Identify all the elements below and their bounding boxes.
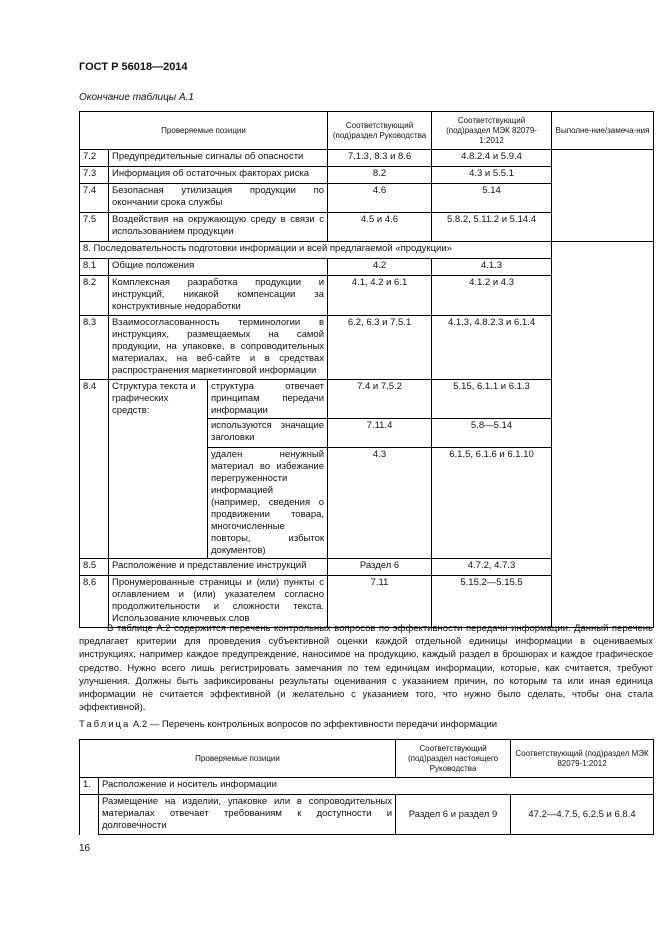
header-positions: Проверяемые позиции xyxy=(80,740,396,778)
row-guide: 7.1.3, 8.3 и 8.6 xyxy=(328,150,432,167)
row-guide: Раздел 6 xyxy=(328,559,432,576)
row-num: 7.2 xyxy=(80,150,109,167)
row-text: Взаимосогласованность терминологии в инструкциях, размещаемых на самой продукции, на упаковке, в сопроводительных материалах, на веб-сайте и в средствах распространения маркетинговой информации xyxy=(109,316,328,380)
row-text: Расположение и представление инструкций xyxy=(109,559,328,576)
row-num: 8.2 xyxy=(80,276,109,316)
row-iec: 5.14 xyxy=(432,184,552,213)
sub-text: используются значащие заголовки xyxy=(208,419,328,448)
row-iec: 5.15.2—5.15.5 xyxy=(432,576,552,628)
row-guide: 6.2, 6.3 и 7.5.1 xyxy=(328,316,432,380)
row-guide: 4.6 xyxy=(328,184,432,213)
row-num: 7.3 xyxy=(80,167,109,184)
paragraph-text: В таблице А.2 содержится перечень контрольных вопросов по эффективности передачи информации. Данный перечень предлагает критерии для проведения субъективной оценки каждой отдельной единицы информации в оцениваемых инструкциях, например каждое предупреждение, наносимое на продукцию, каждый раздел в брошюрах и каждое графическое средство. Нужно всего лишь регистрировать замечания по тем единицам информации, которые, как считается, требуют улучшения. Должны быть зафиксированы результаты оценивания с указанием причин, по которым та или иная единица информации не считается эффективной (и желательно с указанием того, что нужно было сделать, чтобы она стала эффективной). xyxy=(79,623,653,714)
row-guide: 4.1, 4.2 и 6.1 xyxy=(328,276,432,316)
row-iec: 5.15, 6.1.1 и 6.1.3 xyxy=(432,380,552,419)
row-text: Пронумерованные страницы и (или) пункты с оглавлением и (или) указателем согласно продолжительности и сложности текста. Использование ключевых слов xyxy=(109,576,328,628)
row-guide: 4.5 и 4.6 xyxy=(328,213,432,242)
header-guide: Соответствующий (под)раздел Руководства xyxy=(328,112,432,150)
standard-id: ГОСТ Р 56018—2014 xyxy=(79,61,188,73)
header-guide: Соответствующий (под)раздел настоящего Руководства xyxy=(396,740,511,778)
row-text: Безопасная утилизация продукции по окончании срока службы xyxy=(109,184,328,213)
row-iec: 5.8—5.14 xyxy=(432,419,552,448)
sub-text: структура отвечает принципам передачи информации xyxy=(208,380,328,419)
table-continuation-caption: Окончание таблицы А.1 xyxy=(79,92,194,103)
caption-rest: А.2 — Перечень контрольных вопросов по эффективности передачи информации xyxy=(130,719,498,730)
page-number: 16 xyxy=(79,843,91,854)
row-guide: 7.11.4 xyxy=(328,419,432,448)
row-guide: 8.2 xyxy=(328,167,432,184)
row-text: Воздействия на окружающую среду в связи с использованием продукции xyxy=(109,213,328,242)
row-num: 8.3 xyxy=(80,316,109,380)
done-cell xyxy=(552,242,654,628)
row-num: 8.1 xyxy=(80,259,109,276)
row-iec: 4.1.3 xyxy=(432,259,552,276)
row-text: Комплексная разработка продукции и инструкций, никакой компенсации за конструктивные недоработки xyxy=(109,276,328,316)
row-text: Размещение на изделии, упаковке или в сопроводительных материалах отвечает требованиям к доступности и долговечности xyxy=(99,795,396,835)
row-guide: 7.4 и 7.5.2 xyxy=(328,380,432,419)
indent-cell xyxy=(80,795,99,835)
header-iec: Соответствующий (под)раздел МЭК 82079-1:2012 xyxy=(432,112,552,150)
section-8-title: 8. Последовательность подготовки информации и всей предлагаемой «продукции» xyxy=(80,242,552,259)
row-guide: Раздел 6 и раздел 9 xyxy=(396,795,511,835)
header-iec: Соответствующий (под)раздел МЭК 82079-1:2012 xyxy=(511,740,654,778)
section-1-title: Расположение и носитель информации xyxy=(99,778,654,795)
row-num: 8.6 xyxy=(80,576,109,628)
row-iec: 4.8.2.4 и 5.9.4 xyxy=(432,150,552,167)
body-paragraph xyxy=(79,622,653,714)
row-iec: 4.3 и 5.5.1 xyxy=(432,167,552,184)
row-num: 8.4 xyxy=(80,380,109,559)
row-iec: 5.8.2, 5.11.2 и 5.14.4 xyxy=(432,213,552,242)
row-text: Предупредительные сигналы об опасности xyxy=(109,150,328,167)
row-text: Информация об остаточных факторах риска xyxy=(109,167,328,184)
row-iec: 4.1.3, 4.8.2.3 и 6.1.4 xyxy=(432,316,552,380)
caption-word: Таблица xyxy=(79,719,131,730)
row-num: 7.4 xyxy=(80,184,109,213)
section-num: 1. xyxy=(80,778,99,795)
row-iec: 4.7.2, 4.7.3 xyxy=(432,559,552,576)
table-a2-caption xyxy=(79,719,497,731)
row-iec: 6.1.5, 6.1.6 и 6.1.10 xyxy=(432,448,552,559)
row-num: 7.5 xyxy=(80,213,109,242)
row-iec: 4.1.2 и 4.3 xyxy=(432,276,552,316)
table-a2 xyxy=(79,739,654,835)
done-cell xyxy=(552,150,654,242)
row-guide: 4.2 xyxy=(328,259,432,276)
sub-text: удален ненужный материал во избежание перегруженности информацией (например, сведения о продвижении товара, многочисленные повторы, избыток документов) xyxy=(208,448,328,559)
row-text: Общие положения xyxy=(109,259,328,276)
row-guide: 7.11 xyxy=(328,576,432,628)
header-done: Выполне-ние/замеча-ния xyxy=(552,112,654,150)
header-positions: Проверяемые позиции xyxy=(80,112,328,150)
row-num: 8.5 xyxy=(80,559,109,576)
row-84-label: Структура текста и графических средств: xyxy=(109,380,208,559)
row-iec: 47.2—4.7.5, 6.2.5 и 6.8.4 xyxy=(511,795,654,835)
table-a1 xyxy=(79,111,654,628)
row-guide: 4.3 xyxy=(328,448,432,559)
